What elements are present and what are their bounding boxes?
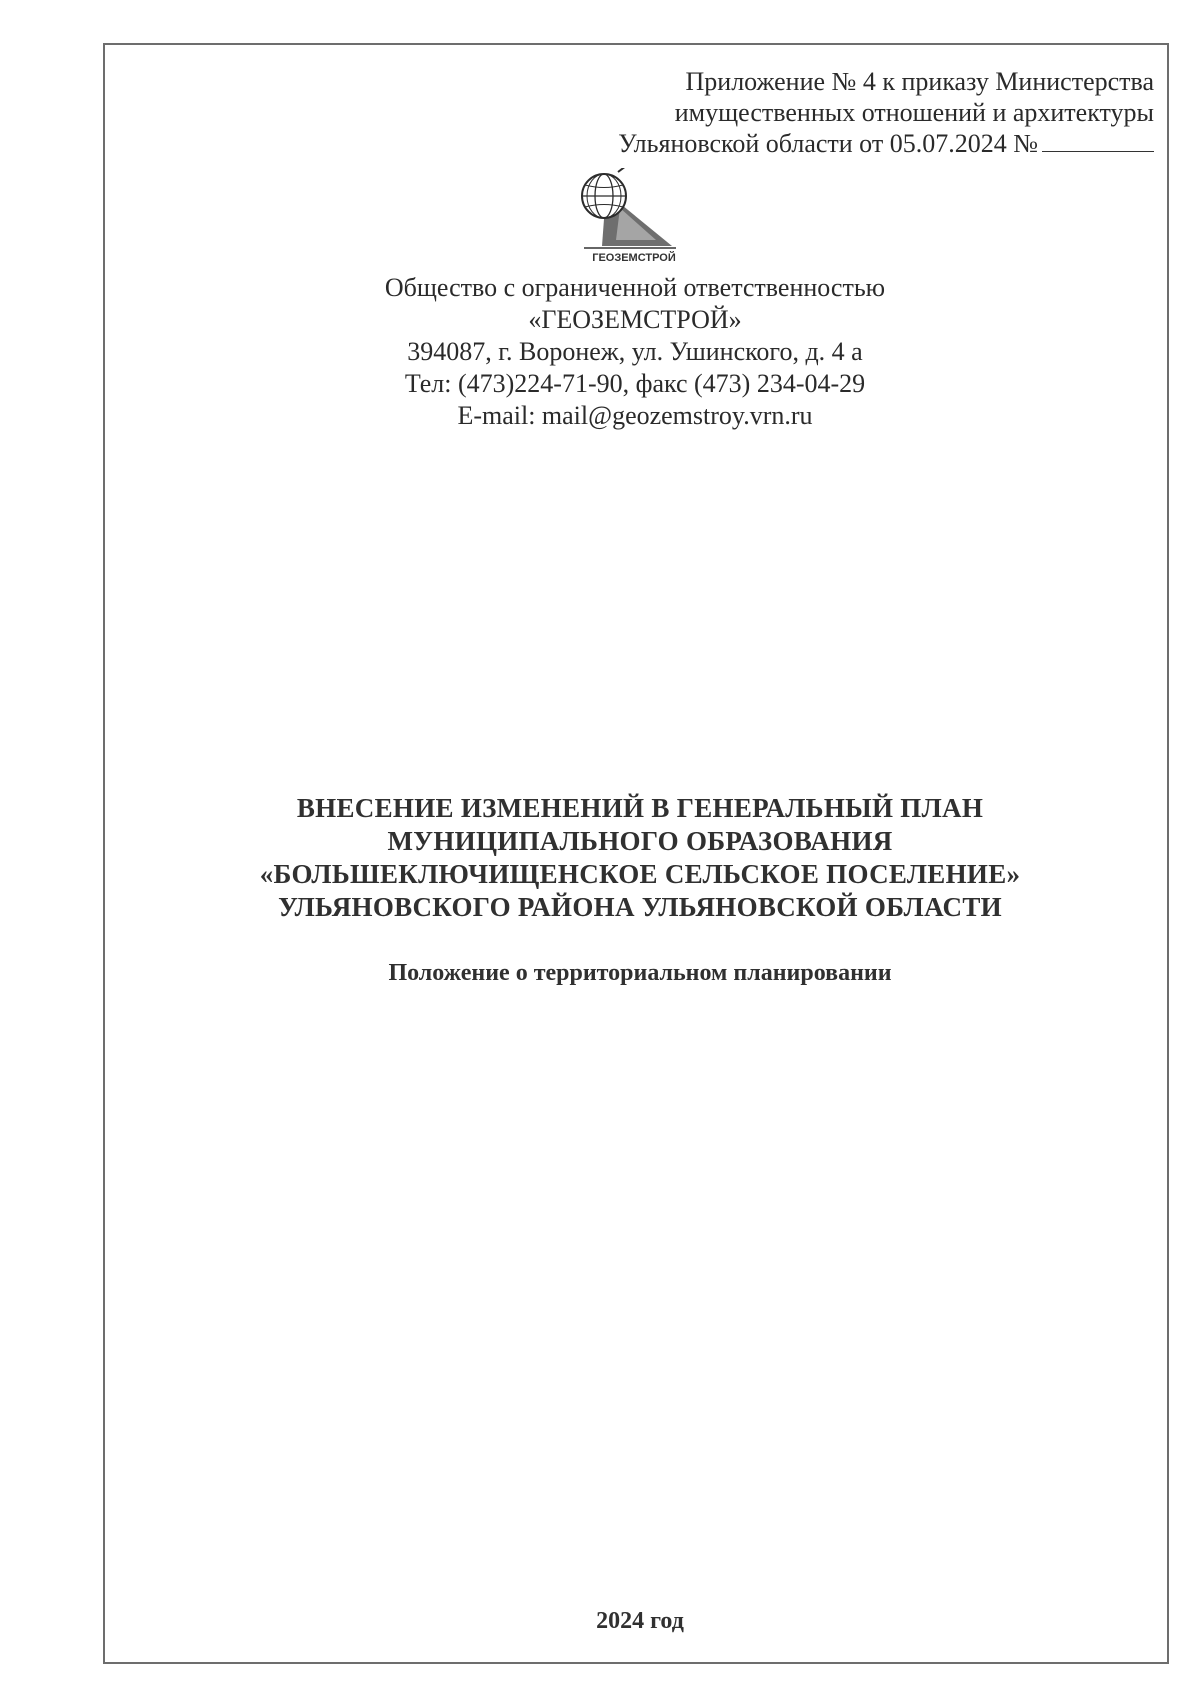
title-line-3: «БОЛЬШЕКЛЮЧИЩЕНСКОЕ СЕЛЬСКОЕ ПОСЕЛЕНИЕ» bbox=[259, 859, 1021, 889]
title-line-1: ВНЕСЕНИЕ ИЗМЕНЕНИЙ В ГЕНЕРАЛЬНЫЙ ПЛАН bbox=[296, 793, 984, 823]
order-number-blank bbox=[1042, 131, 1154, 152]
document-year: 2024 год bbox=[596, 1608, 684, 1634]
title-line-2: МУНИЦИПАЛЬНОГО ОБРАЗОВАНИЯ bbox=[387, 826, 893, 856]
annex-line-2: имущественных отношений и архитектуры bbox=[674, 98, 1154, 127]
org-address: 394087, г. Воронеж, ул. Ушинского, д. 4 а bbox=[407, 337, 863, 366]
organization-block bbox=[300, 272, 970, 432]
geozemstroy-logo bbox=[576, 168, 694, 264]
org-name-line-1: Общество с ограниченной ответственностью bbox=[384, 273, 886, 302]
title-line-4: УЛЬЯНОВСКОГО РАЙОНА УЛЬЯНОВСКОЙ ОБЛАСТИ bbox=[278, 892, 1002, 922]
annex-line-3 bbox=[454, 128, 1154, 159]
document-title bbox=[160, 792, 1120, 924]
org-phone: Тел: (473)224-71-90, факс (473) 234-04-29 bbox=[404, 369, 866, 398]
logo-text: ГЕОЗЕМСТРОЙ bbox=[592, 252, 676, 264]
annex-line-3-text: Ульяновской области от 05.07.2024 № bbox=[618, 129, 1038, 158]
annex-line-1: Приложение № 4 к приказу Министерства bbox=[685, 67, 1154, 96]
org-email: E-mail: mail@geozemstroy.vrn.ru bbox=[457, 401, 813, 430]
logo-triangle-inner bbox=[616, 208, 656, 240]
document-subtitle: Положение о территориальном планировании bbox=[388, 960, 892, 986]
org-name-line-2: «ГЕОЗЕМСТРОЙ» bbox=[528, 305, 742, 334]
annex-header bbox=[454, 66, 1154, 159]
